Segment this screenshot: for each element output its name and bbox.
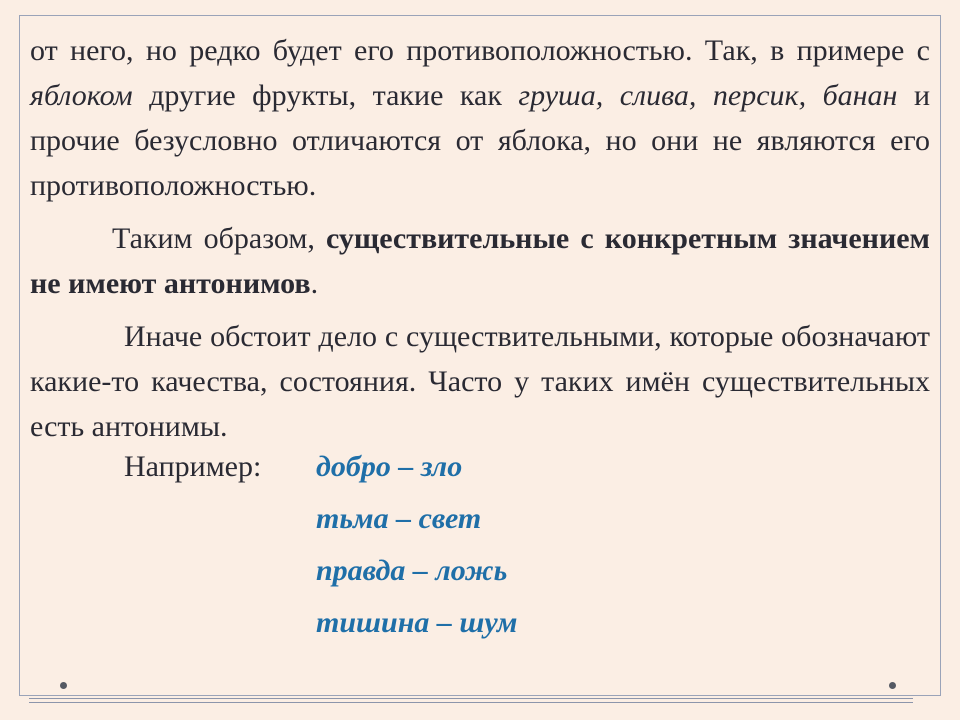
bottom-rule-upper (29, 698, 913, 699)
example-row-4 (30, 605, 930, 657)
antonym-pair: добро – зло (316, 450, 463, 483)
decorative-dot-left (60, 682, 67, 689)
apple-word: яблоком (30, 79, 133, 112)
paragraph-2-text-2: . (310, 267, 319, 300)
antonym-pair: правда – ложь (316, 554, 508, 587)
paragraph-conclusion (30, 216, 930, 306)
paragraph-fruit-example (30, 28, 930, 208)
paragraph-2-text-1: Таким образом, (112, 222, 326, 255)
fruit-list: груша, слива, персик, банан (518, 79, 898, 112)
paragraph-1-text-2: другие фрукты, такие как (132, 79, 519, 112)
paragraph-1-text-1: от него, но редко будет его противоположностью. Так, в примере с (30, 34, 930, 67)
antonym-pair: тишина – шум (316, 606, 518, 639)
text-block (30, 28, 930, 657)
antonym-pair: тьма – свет (316, 502, 482, 535)
paragraph-abstract-nouns: Иначе обстоит дело с существительными, которые обозначают какие-то качества, состояния. Часто у таких имён существительных есть антонимы. (30, 320, 930, 443)
bold-statement: существительные с конкретным значением не имеют антонимов (30, 222, 930, 300)
bottom-rule-lower (29, 702, 913, 703)
decorative-dot-right (889, 682, 896, 689)
examples-label: Например: (124, 450, 262, 483)
paragraph-1-text-3: и прочие безусловно отличаются от яблока, но они не являются его противоположностью. (30, 79, 930, 202)
